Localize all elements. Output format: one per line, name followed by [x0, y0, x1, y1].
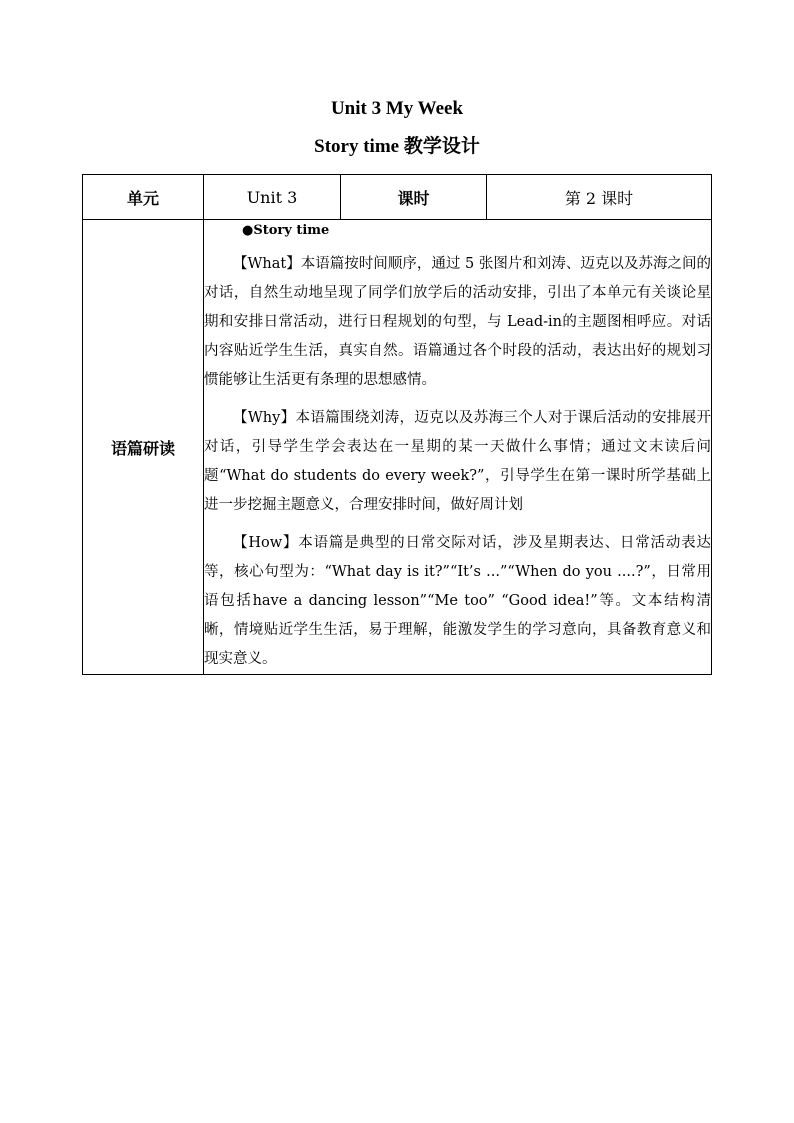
what-text: 本语篇按时间顺序，通过 5 张图片和刘涛、迈克以及苏海之间的对话，自然生动地呈现了同学们放学后的活动安排，引出了本单元有关谈论星期和安排日常活动，进行日程规划的句型，与 Lead-in的主题图相呼应。对话内容贴近学生生活，真实自然。语篇通过各个时段的活动，表达出好的规划习惯能够让生活更有条理的思想感情。	[204, 256, 711, 388]
why-paragraph	[204, 404, 711, 520]
table-header-row	[83, 175, 712, 220]
what-paragraph	[204, 250, 711, 395]
document-subtitle: Story time 教学设计	[314, 136, 480, 157]
how-text: 本语篇是典型的日常交际对话，涉及星期表达、日常活动表达等，核心句型为：“What day is it?”“It’s ...”“When do you ....?”，日常用语包括have a dancing lesson”“Me too” “Good idea!”等。文本结构清晰，情境贴近学生生活，易于理解，能激发学生的学习意向，具备教育意义和现实意义。	[204, 535, 711, 667]
table-row	[83, 220, 712, 675]
header-period-label: 课时	[341, 175, 487, 220]
lesson-plan-table	[82, 174, 712, 675]
how-tag: 【How】	[233, 535, 299, 551]
why-tag: 【Why】	[233, 410, 296, 426]
header-unit-label: 单元	[83, 175, 204, 220]
header-unit-value: Unit 3	[204, 175, 341, 220]
story-time-bullet: ●Story time	[242, 223, 330, 238]
section-label: 语篇研读	[83, 220, 204, 675]
how-paragraph	[204, 529, 711, 674]
what-tag: 【What】	[233, 256, 301, 272]
document-title: Unit 3 My Week	[330, 98, 464, 119]
section-content	[204, 220, 712, 675]
why-text: 本语篇围绕刘涛，迈克以及苏海三个人对于课后活动的安排展开对话，引导学生学会表达在一星期的某一天做什么事情；通过文末读后问题“What do students do every week?”，引导学生在第一课时所学基础上进一步挖掘主题意义，合理安排时间，做好周计划	[204, 410, 712, 513]
header-period-value: 第 2 课时	[487, 175, 712, 220]
